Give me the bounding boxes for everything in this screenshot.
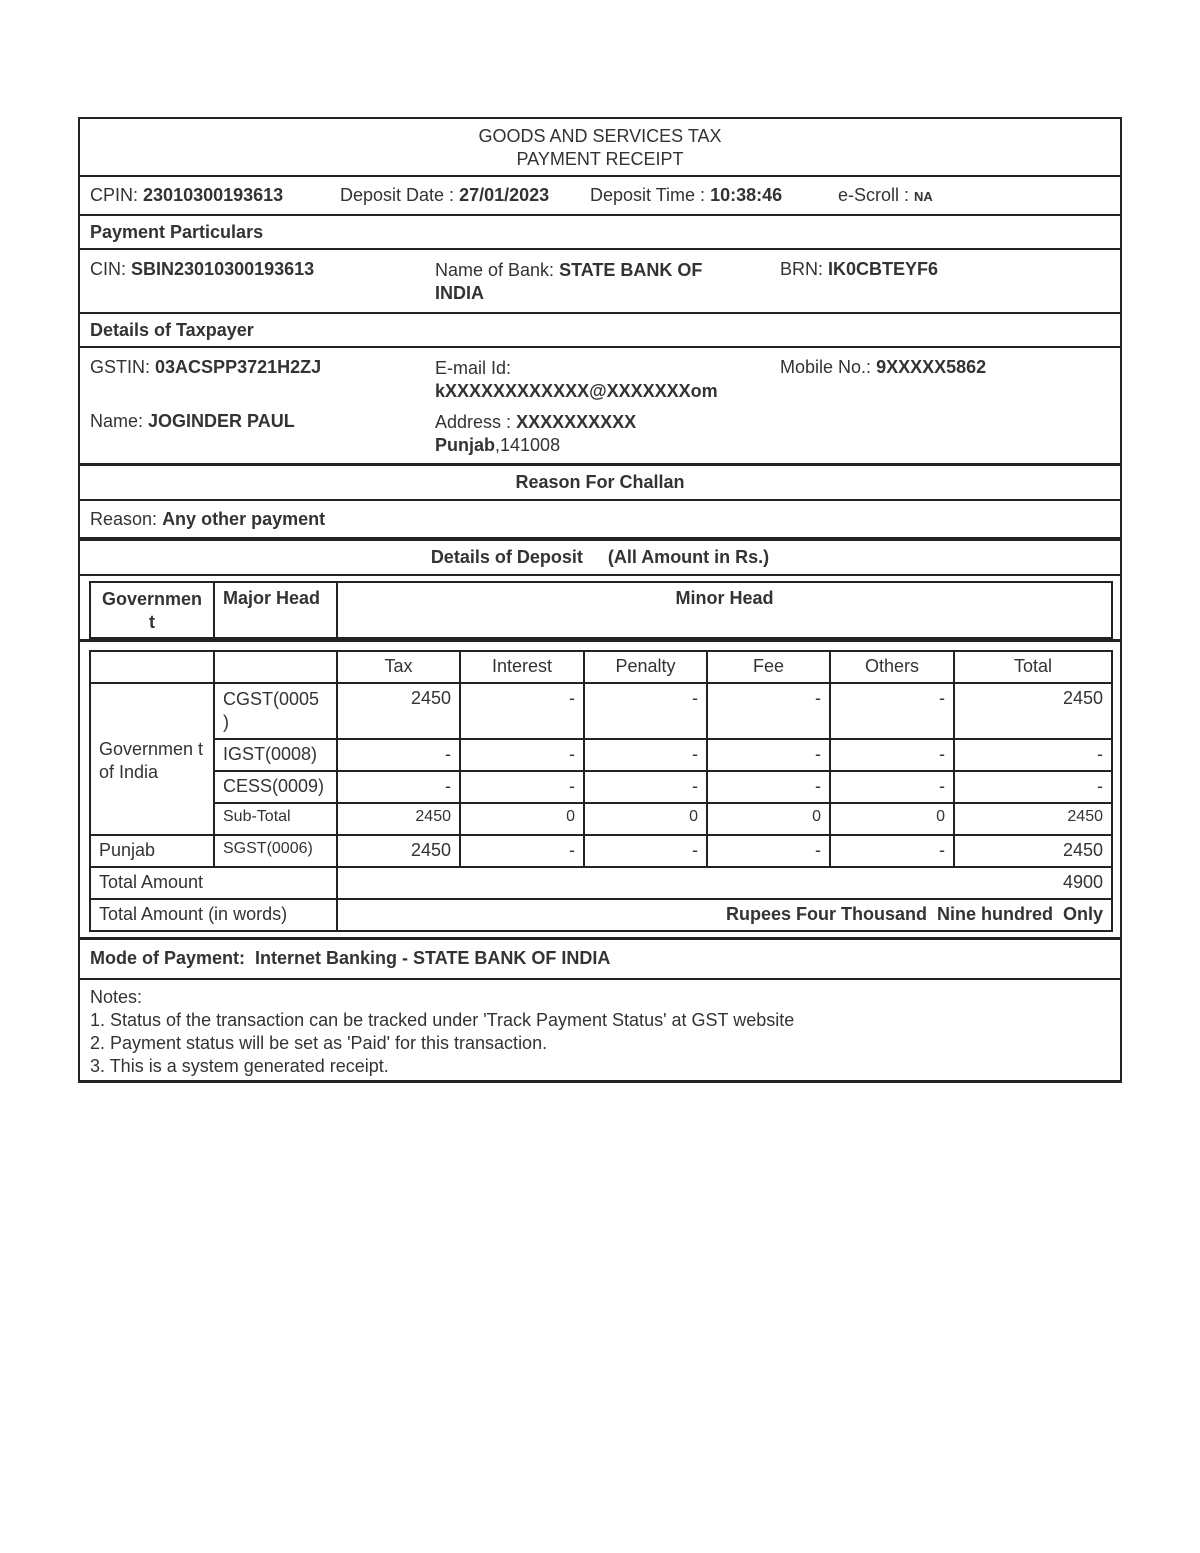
major-head-column-header: Major Head xyxy=(214,582,337,638)
payment-particulars xyxy=(80,250,1120,314)
value-cell: - xyxy=(707,739,830,771)
escroll-label: e-Scroll : xyxy=(838,185,910,205)
receipt-title xyxy=(80,119,1120,177)
blank-header-cell xyxy=(214,651,337,683)
value-cell: - xyxy=(830,739,954,771)
note-item: 1. Status of the transaction can be tracked under 'Track Payment Status' at GST website xyxy=(90,1010,795,1030)
subtotal-row xyxy=(90,803,1112,835)
cin-label: CIN: xyxy=(90,259,126,279)
punjab-row xyxy=(90,835,1112,867)
cin xyxy=(90,259,314,280)
deposit-time-label: Deposit Time : xyxy=(590,185,706,205)
major-head-cell: IGST(0008) xyxy=(214,739,337,771)
bank-line-1: STATE BANK OF xyxy=(559,260,703,280)
value-cell: - xyxy=(830,771,954,803)
value-cell: - xyxy=(584,771,707,803)
mobile xyxy=(780,357,986,378)
subtotal-label: Sub-Total xyxy=(214,803,337,835)
taxpayer-name xyxy=(90,411,295,432)
total-amount-value: 4900 xyxy=(337,867,1112,899)
minor-head-column-header: Minor Head xyxy=(337,582,1112,638)
brn-value: IK0CBTEYF6 xyxy=(828,259,939,279)
value-cell: 0 xyxy=(584,803,707,835)
value-cell: 2450 xyxy=(337,683,460,739)
table-row xyxy=(90,739,1112,771)
column-header-fee: Fee xyxy=(707,651,830,683)
reason-row xyxy=(80,501,1120,541)
value-cell: - xyxy=(584,835,707,867)
value-cell: - xyxy=(337,771,460,803)
value-cell: - xyxy=(707,683,830,739)
major-head-cell: CGST(0005 ) xyxy=(214,683,337,739)
reason-heading-row xyxy=(80,466,1120,501)
total-words-label: Total Amount (in words) xyxy=(90,899,337,931)
value-cell: - xyxy=(707,835,830,867)
value-cell: 2450 xyxy=(954,835,1112,867)
gstin-label: GSTIN: xyxy=(90,357,151,377)
mode-value: Internet Banking - STATE BANK OF INDIA xyxy=(255,948,611,968)
notes-heading: Notes: xyxy=(90,987,143,1007)
title-line-1: GOODS AND SERVICES TAX xyxy=(478,126,722,146)
mode-label: Mode of Payment: xyxy=(90,948,246,968)
address xyxy=(435,411,636,457)
total-amount-label: Total Amount xyxy=(90,867,337,899)
value-cell: - xyxy=(460,771,584,803)
taxpayer-heading-row xyxy=(80,314,1120,348)
cpin xyxy=(90,185,283,206)
deposit-head-table xyxy=(89,581,1113,639)
reason-label: Reason: xyxy=(90,509,158,529)
email-label: E-mail Id: xyxy=(435,358,512,378)
value-cell: - xyxy=(337,739,460,771)
payment-particulars-heading-row xyxy=(80,216,1120,250)
value-cell: - xyxy=(460,739,584,771)
deposit-amounts xyxy=(80,642,1120,940)
deposit-table xyxy=(89,650,1113,932)
value-cell: - xyxy=(830,835,954,867)
punjab-cell: Punjab xyxy=(90,835,214,867)
value-cell: 2450 xyxy=(954,803,1112,835)
mobile-label: Mobile No.: xyxy=(780,357,872,377)
column-header-tax: Tax xyxy=(337,651,460,683)
column-header-total: Total xyxy=(954,651,1112,683)
value-cell: - xyxy=(460,835,584,867)
address-label: Address : xyxy=(435,412,512,432)
total-words-row xyxy=(90,899,1112,931)
taxpayer-details xyxy=(80,348,1120,466)
brn xyxy=(780,259,938,280)
gstin xyxy=(90,357,321,378)
note-item: 3. This is a system generated receipt. xyxy=(90,1056,389,1076)
value-cell: 2450 xyxy=(954,683,1112,739)
value-cell: - xyxy=(830,683,954,739)
value-cell: 2450 xyxy=(337,835,460,867)
blank-header-cell xyxy=(90,651,214,683)
address-pin: ,141008 xyxy=(495,435,561,455)
deposit-heading-note: (All Amount in Rs.) xyxy=(607,547,770,567)
government-column-header: Governmen t xyxy=(90,582,214,638)
email-value: kXXXXXXXXXXXX@XXXXXXXom xyxy=(435,381,718,401)
address-line-1: XXXXXXXXXX xyxy=(516,412,637,432)
payment-particulars-heading: Payment Particulars xyxy=(90,222,264,242)
value-cell: 0 xyxy=(830,803,954,835)
name-label: Name: xyxy=(90,411,144,431)
gstin-value: 03ACSPP3721H2ZJ xyxy=(155,357,322,377)
bank-name xyxy=(435,259,702,305)
bank-line-2: INDIA xyxy=(435,283,484,303)
reason-heading: Reason For Challan xyxy=(515,472,685,492)
deposit-date-label: Deposit Date : xyxy=(340,185,455,205)
deposit-time xyxy=(590,185,782,206)
brn-label: BRN: xyxy=(780,259,824,279)
bank-label: Name of Bank: xyxy=(435,260,555,280)
major-head-cell: SGST(0006) xyxy=(214,835,337,867)
cin-value: SBIN23010300193613 xyxy=(131,259,315,279)
mobile-value: 9XXXXX5862 xyxy=(876,357,987,377)
reason-value: Any other payment xyxy=(162,509,326,529)
payment-receipt xyxy=(78,117,1122,1083)
value-cell: - xyxy=(707,771,830,803)
column-header-others: Others xyxy=(830,651,954,683)
column-header-interest: Interest xyxy=(460,651,584,683)
value-cell: 0 xyxy=(460,803,584,835)
deposit-date-value: 27/01/2023 xyxy=(459,185,550,205)
title-line-2: PAYMENT RECEIPT xyxy=(516,149,684,169)
total-amount-row xyxy=(90,867,1112,899)
value-cell: 0 xyxy=(707,803,830,835)
reason xyxy=(90,509,325,530)
note-item: 2. Payment status will be set as 'Paid' for this transaction. xyxy=(90,1033,548,1053)
value-cell: - xyxy=(584,683,707,739)
government-of-india-cell: Governmen t of India xyxy=(90,683,214,835)
cpin-value: 23010300193613 xyxy=(143,185,284,205)
deposit-heading: Details of Deposit xyxy=(430,547,583,567)
deposit-time-value: 10:38:46 xyxy=(710,185,783,205)
escroll xyxy=(838,185,933,206)
deposit-head-row xyxy=(80,576,1120,642)
value-cell: - xyxy=(954,771,1112,803)
name-value: JOGINDER PAUL xyxy=(148,411,295,431)
transaction-info xyxy=(80,177,1120,216)
taxpayer-heading: Details of Taxpayer xyxy=(90,320,254,340)
value-cell: - xyxy=(584,739,707,771)
value-cell: - xyxy=(460,683,584,739)
escroll-value: NA xyxy=(914,189,933,204)
email xyxy=(435,357,718,403)
address-state: Punjab xyxy=(435,435,496,455)
deposit-heading-row xyxy=(80,541,1120,576)
major-head-cell: CESS(0009) xyxy=(214,771,337,803)
total-words-value: Rupees Four Thousand Nine hundred Only xyxy=(337,899,1112,931)
value-cell: - xyxy=(954,739,1112,771)
mode-of-payment-row xyxy=(80,940,1120,980)
value-cell: 2450 xyxy=(337,803,460,835)
mode-of-payment xyxy=(90,948,610,969)
notes xyxy=(80,980,1120,1080)
deposit-date xyxy=(340,185,549,206)
table-row xyxy=(90,771,1112,803)
column-header-penalty: Penalty xyxy=(584,651,707,683)
cpin-label: CPIN: xyxy=(90,185,139,205)
table-row xyxy=(90,683,1112,739)
table-header-row xyxy=(90,651,1112,683)
